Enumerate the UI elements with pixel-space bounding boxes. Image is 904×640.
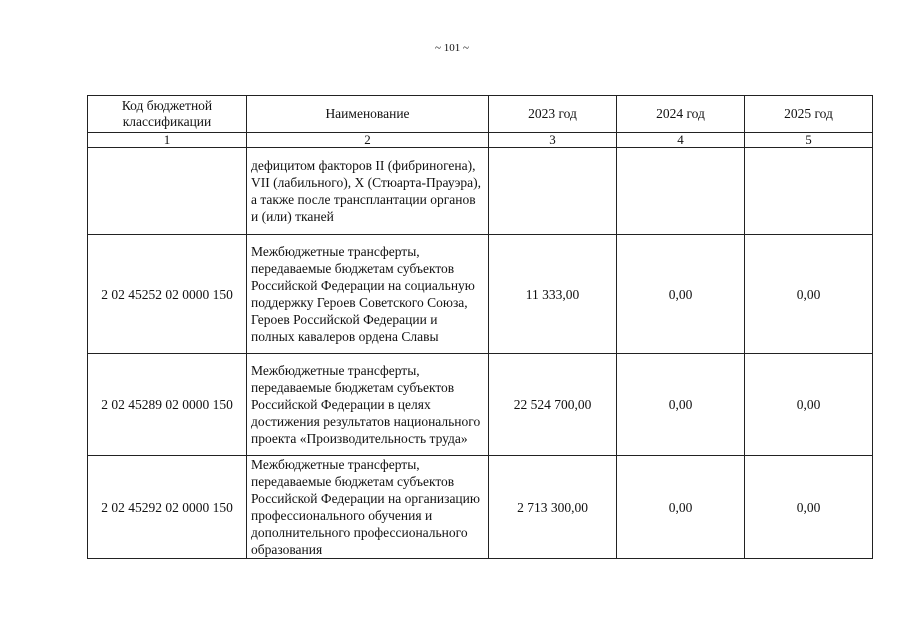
header-name: Наименование — [247, 96, 489, 133]
column-number: 5 — [745, 133, 873, 148]
header-code: Код бюджетной классификации — [88, 96, 247, 133]
row-value-2024 — [617, 148, 745, 235]
header-row — [88, 96, 873, 133]
row-code: 2 02 45252 02 0000 150 — [88, 235, 247, 354]
row-value-2023: 22 524 700,00 — [489, 354, 617, 456]
row-name: дефицитом факторов II (фибриногена), VII (лабильного), X (Стюарта-Прауэра), а также после трансплантации органов и (или) тканей — [247, 148, 489, 235]
row-value-2025: 0,00 — [745, 456, 873, 559]
row-code: 2 02 45292 02 0000 150 — [88, 456, 247, 559]
row-code: 2 02 45289 02 0000 150 — [88, 354, 247, 456]
row-value-2023 — [489, 148, 617, 235]
column-number-row — [88, 133, 873, 148]
budget-table — [87, 95, 873, 559]
header-2025: 2025 год — [745, 96, 873, 133]
column-number: 1 — [88, 133, 247, 148]
page-number: ~ 101 ~ — [435, 42, 469, 54]
row-value-2025: 0,00 — [745, 235, 873, 354]
table-row — [88, 148, 873, 235]
row-value-2023: 11 333,00 — [489, 235, 617, 354]
row-name: Межбюджетные трансферты, передаваемые бюджетам субъектов Российской Федерации в целях достижения результатов национального проекта «Производительность труда» — [247, 354, 489, 456]
row-value-2024: 0,00 — [617, 354, 745, 456]
row-value-2025 — [745, 148, 873, 235]
row-value-2024: 0,00 — [617, 456, 745, 559]
table-row — [88, 354, 873, 456]
row-name: Межбюджетные трансферты, передаваемые бюджетам субъектов Российской Федерации на организацию профессионального обучения и дополнительного профессионального образования — [247, 456, 489, 559]
column-number: 4 — [617, 133, 745, 148]
header-2023: 2023 год — [489, 96, 617, 133]
row-name: Межбюджетные трансферты, передаваемые бюджетам субъектов Российской Федерации на социальную поддержку Героев Советского Союза, Героев Российской Федерации и полных кавалеров ордена Славы — [247, 235, 489, 354]
table-row — [88, 235, 873, 354]
column-number: 2 — [247, 133, 489, 148]
header-2024: 2024 год — [617, 96, 745, 133]
row-code — [88, 148, 247, 235]
table-row — [88, 456, 873, 559]
row-value-2023: 2 713 300,00 — [489, 456, 617, 559]
row-value-2025: 0,00 — [745, 354, 873, 456]
row-value-2024: 0,00 — [617, 235, 745, 354]
column-number: 3 — [489, 133, 617, 148]
